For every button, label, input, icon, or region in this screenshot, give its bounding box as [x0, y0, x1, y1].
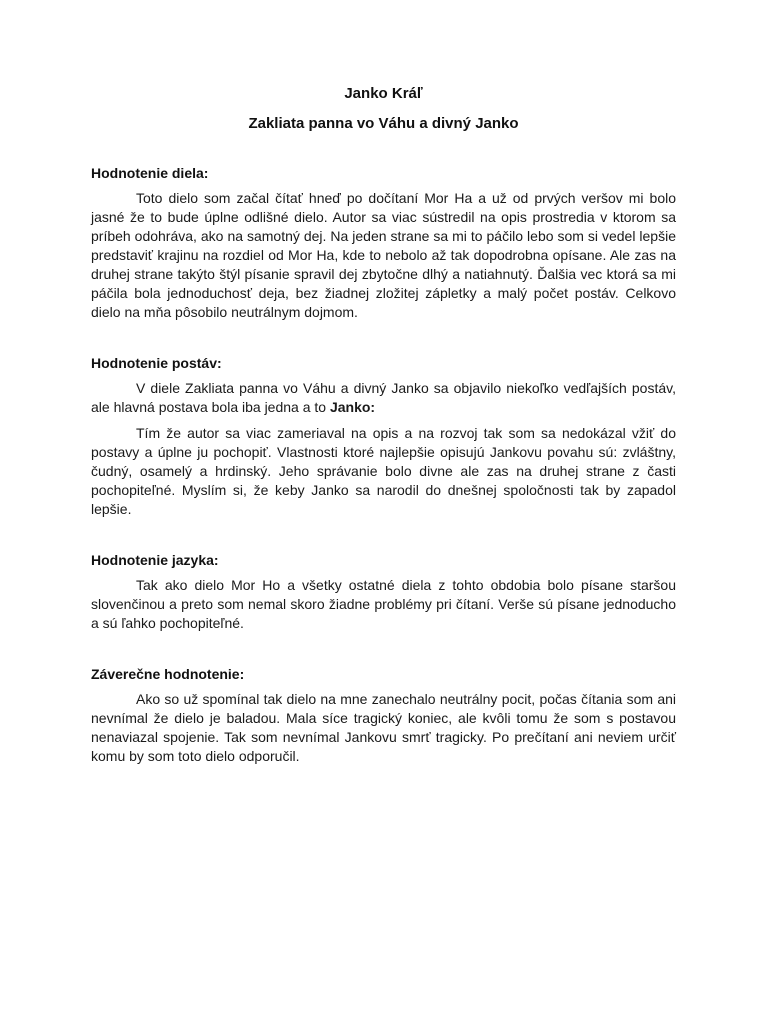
paragraph: Toto dielo som začal čítať hneď po dočítaní Mor Ha a už od prvých veršov mi bolo jasné že to bude úplne odlišné dielo. Autor sa viac sústredil na opis prostredia v ktorom sa príbeh odohráva, ako na samotný dej. Na jeden strane sa mi to páčilo lebo som si vedel lepšie predstaviť krajinu na rozdiel od Mor Ha, kde to nebolo až tak dopodrobna opísane. Ale zas na druhej strane takýto štýl písanie spravil dej zbytočne dlhý a natiahnutý. Ďalšia vec ktorá sa mi páčila bola jednoduchosť deja, bez žiadnej zložitej zápletky a malý počet postáv. Celkovo dielo na mňa pôsobilo neutrálnym dojmom. [91, 190, 676, 320]
section-heading: Hodnotenie diela: [91, 165, 209, 181]
main-character-name: Janko: [329, 399, 376, 415]
paragraph: Tím že autor sa viac zameriaval na opis a na rozvoj tak som sa nedokázal vžiť do postavy a úplne ju pochopiť. Vlastnosti ktoré najlepšie opisujú Jankovu povahu sú: zvláštny, čudný, osamelý a hrdinský. Jeho správanie bolo divne ale zas na druhej strane z časti pochopiteľné. Myslím si, že keby Janko sa narodil do dnešnej spoločnosti tak by zapadol lepšie. [91, 425, 676, 517]
work-title: Zakliata panna vo Váhu a divný Janko [248, 115, 519, 132]
paragraph [91, 379, 676, 417]
section-heading: Záverečne hodnotenie: [91, 666, 245, 682]
section-work-evaluation [91, 164, 676, 322]
author-name: Janko Kráľ [344, 85, 423, 102]
paragraph: Ako so už spomínal tak dielo na mne zanechalo neutrálny pocit, počas čítania som ani nevnímal že dielo je baladou. Mala síce tragický koniec, ale kvôli tomu že som s postavou nenaviazal spojenie. Tak som nevnímal Jankovu smrť tragicky. Po prečítaní ani neviem určiť komu by som toto dielo odporučil. [91, 691, 676, 764]
section-heading: Hodnotenie postáv: [91, 355, 222, 371]
paragraph: Tak ako dielo Mor Ho a všetky ostatné diela z tohto obdobia bolo písane staršou slovenčinou a preto som nemal skoro žiadne problémy pri čítaní. Verše sú písane jednoducho a sú ľahko pochopiteľné. [91, 577, 676, 631]
section-final-evaluation [91, 665, 676, 766]
document-body [91, 84, 676, 798]
paragraph-text: V diele Zakliata panna vo Váhu a divný Janko sa objavilo niekoľko vedľajších postáv, ale hlavná postava bola iba jedna a to [91, 380, 676, 415]
section-heading: Hodnotenie jazyka: [91, 552, 219, 568]
section-language-evaluation [91, 551, 676, 633]
section-characters-evaluation [91, 354, 676, 519]
